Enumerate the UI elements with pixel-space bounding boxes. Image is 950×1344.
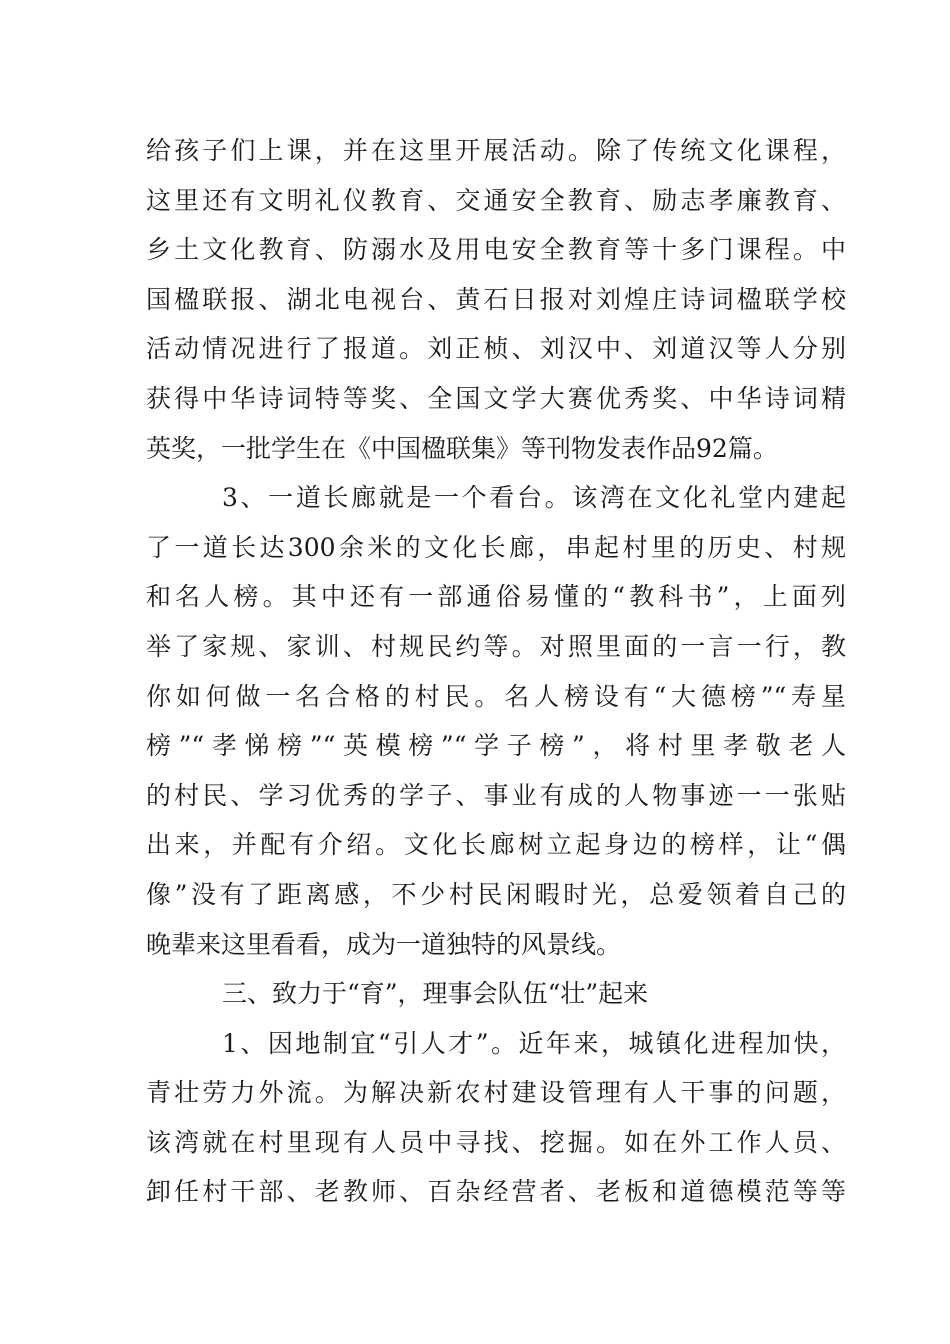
text-line: 和名人榜。其中还有一部通俗易懂的“教科书”，上面列 [146, 582, 846, 612]
text-line: 晚辈来这里看看，成为一道独特的风景线。 [146, 929, 622, 959]
text-line: 你如何做一名合格的村民。名人榜设有“大德榜”“寿星 [146, 681, 846, 711]
text-line: 该湾就在村里现有人员中寻找、挖掘。如在外工作人员、 [146, 1127, 846, 1157]
text-line: 榜”“孝悌榜”“英模榜”“学子榜”，将村里孝敬老人 [146, 731, 846, 761]
text-line: 活动情况进行了报道。刘正桢、刘汉中、刘道汉等人分别 [146, 334, 846, 364]
paragraph-start-line: 1、因地制宜“引人才”。近年来，城镇化进程加快， [222, 1028, 846, 1058]
text-line: 国楹联报、湖北电视台、黄石日报对刘煌庄诗词楹联学校 [146, 284, 846, 314]
text-line: 了一道长达300余米的文化长廊，串起村里的历史、村规 [146, 532, 846, 562]
document-body [146, 126, 846, 1217]
text-line: 像”没有了距离感，不少村民闲暇时光，总爱领着自己的 [146, 879, 846, 909]
text-line: 给孩子们上课，并在这里开展活动。除了传统文化课程， [146, 136, 846, 165]
section-heading: 三、致力于“育”，理事会队伍“壮”起来 [222, 979, 649, 1009]
text-line: 卸任村干部、老教师、百杂经营者、老板和道德模范等等 [146, 1177, 846, 1207]
text-line: 英奖，一批学生在《中国楹联集》等刊物发表作品92篇。 [146, 433, 778, 463]
paragraph-start-line: 3、一道长廊就是一个看台。该湾在文化礼堂内建起 [222, 483, 846, 513]
text-line: 获得中华诗词特等奖、全国文学大赛优秀奖、中华诗词精 [146, 383, 846, 413]
text-line: 举了家规、家训、村规民约等。对照里面的一言一行，教 [146, 631, 846, 661]
text-line: 出来，并配有介绍。文化长廊树立起身边的榜样，让“偶 [146, 830, 846, 860]
text-line: 乡土文化教育、防溺水及用电安全教育等十多门课程。中 [146, 235, 846, 265]
text-line: 的村民、学习优秀的学子、事业有成的人物事迹一一张贴 [146, 780, 846, 810]
text-line: 青壮劳力外流。为解决新农村建设管理有人干事的问题， [146, 1078, 846, 1108]
text-line: 这里还有文明礼仪教育、交通安全教育、励志孝廉教育、 [146, 185, 846, 215]
